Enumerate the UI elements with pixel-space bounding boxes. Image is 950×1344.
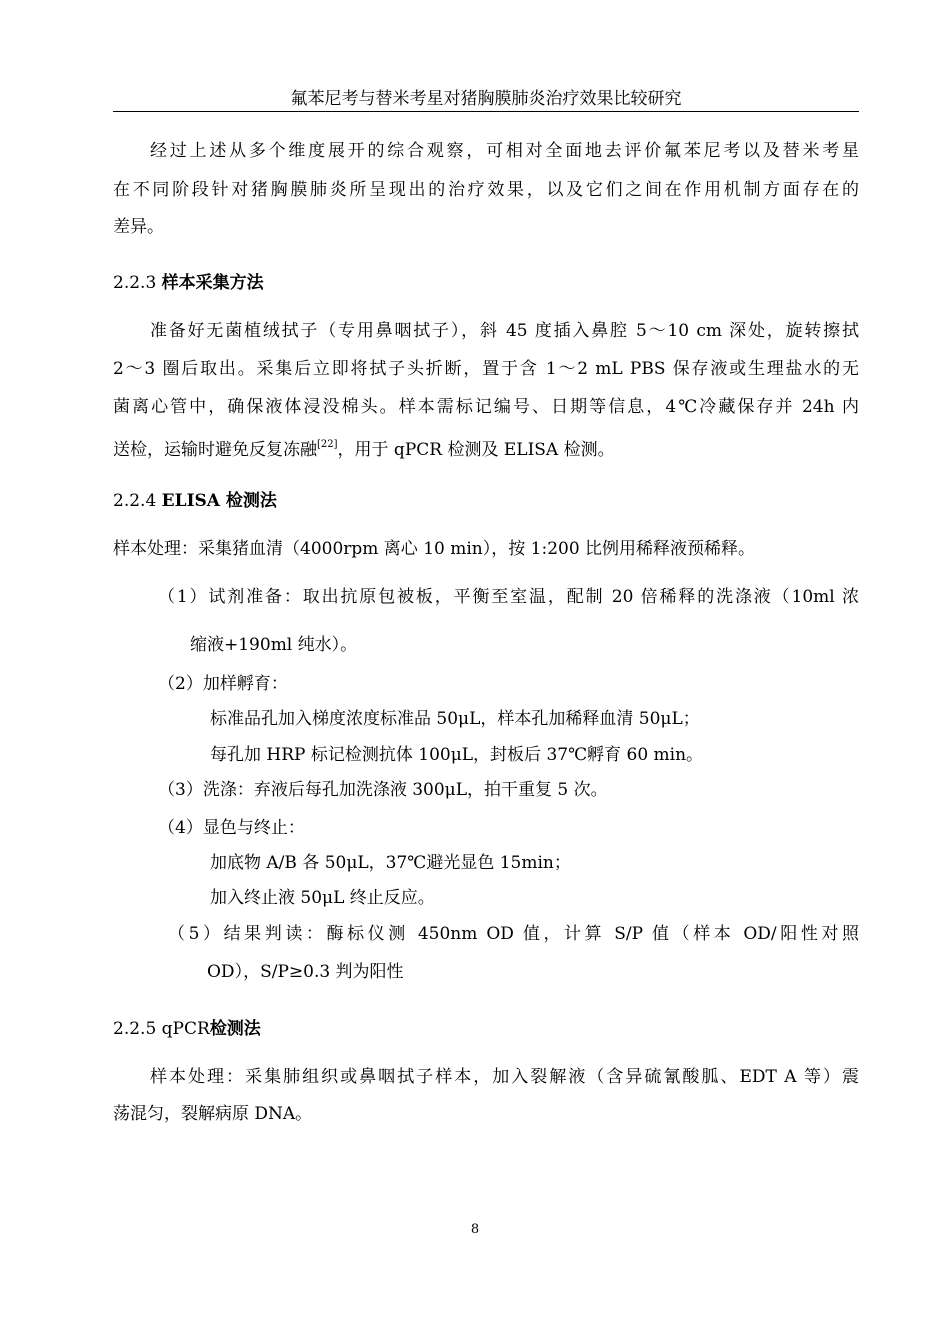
heading-2-2-3 xyxy=(113,273,264,293)
s224-step2-line-2: 每孔加 HRP 标记检测抗体 100μL，封板后 37℃孵育 60 min。 xyxy=(210,745,704,765)
s224-step1-line-1: （1）试剂准备：取出抗原包被板，平衡至室温，配制 20 倍稀释的洗涤液（10ml 浓 xyxy=(158,587,859,607)
header-rule xyxy=(113,111,859,112)
s224-step4-line-2: 加入终止液 50μL 终止反应。 xyxy=(210,888,435,908)
heading-title-prefix: qPCR xyxy=(161,1019,210,1039)
s224-step1-line-2: 缩液+190ml 纯水）。 xyxy=(190,635,358,655)
s224-step2-line-1: 标准品孔加入梯度浓度标准品 50μL，样本孔加稀释血清 50μL； xyxy=(210,709,700,729)
intro-line-2: 在不同阶段针对猪胸膜肺炎所呈现出的治疗效果，以及它们之间在作用机制方面存在的 xyxy=(113,180,859,200)
s225-line-1: 样本处理：采集肺组织或鼻咽拭子样本，加入裂解液（含异硫氰酸胍、EDT A 等）震 xyxy=(150,1067,859,1087)
s224-sample-processing: 样本处理：采集猪血清（4000rpm 离心 10 min），按 1:200 比例用稀释液预稀释。 xyxy=(113,539,756,559)
s225-line-2: 荡混匀，裂解病原 DNA。 xyxy=(113,1104,313,1124)
heading-2-2-4 xyxy=(113,491,277,511)
s224-step5-line-2: OD），S/P≥0.3 判为阳性 xyxy=(207,962,404,982)
s224-step2-title: （2）加样孵育： xyxy=(158,674,288,694)
s224-step3: （3）洗涤：弃液后每孔加洗涤液 300μL，拍干重复 5 次。 xyxy=(158,780,608,800)
intro-line-1: 经过上述从多个维度展开的综合观察，可相对全面地去评价氟苯尼考以及替米考星 xyxy=(150,141,859,161)
s223-line-2: 2～3 圈后取出。采集后立即将拭子头折断，置于含 1～2 mL PBS 保存液或生理盐水的无 xyxy=(113,359,859,379)
heading-title: 检测法 xyxy=(209,1019,261,1039)
s223-line-1: 准备好无菌植绒拭子（专用鼻咽拭子），斜 45 度插入鼻腔 5～10 cm 深处，旋转擦拭 xyxy=(150,321,859,341)
intro-line-3: 差异。 xyxy=(113,217,164,237)
s224-step4-line-1: 加底物 A/B 各 50μL，37℃避光显色 15min； xyxy=(210,853,571,873)
heading-2-2-5 xyxy=(113,1019,261,1039)
s224-step5-line-1: （5）结果判读：酶标仪测 450nm OD 值，计算 S/P 值（样本 OD/阳性对照 xyxy=(168,924,859,944)
s223-line-4-tail: ，用于 qPCR 检测及 ELISA 检测。 xyxy=(337,440,615,460)
s224-step4-title: （4）显色与终止： xyxy=(158,818,305,838)
heading-title: 样本采集方法 xyxy=(161,273,264,293)
page-number: 8 xyxy=(470,1222,480,1237)
heading-number: 2.2.5 xyxy=(113,1019,157,1039)
heading-number: 2.2.3 xyxy=(113,273,157,293)
s223-line-4-text: 送检，运输时避免反复冻融 xyxy=(113,440,317,460)
s223-line-4 xyxy=(113,435,615,460)
running-header: 氟苯尼考与替米考星对猪胸膜肺炎治疗效果比较研究 xyxy=(290,89,682,109)
heading-title: ELISA 检测法 xyxy=(161,491,277,511)
s223-line-3: 菌离心管中，确保液体浸没棉头。样本需标记编号、日期等信息，4℃冷藏保存并 24h 内 xyxy=(113,397,859,417)
heading-number: 2.2.4 xyxy=(113,491,157,511)
citation-ref: [22] xyxy=(317,439,338,450)
